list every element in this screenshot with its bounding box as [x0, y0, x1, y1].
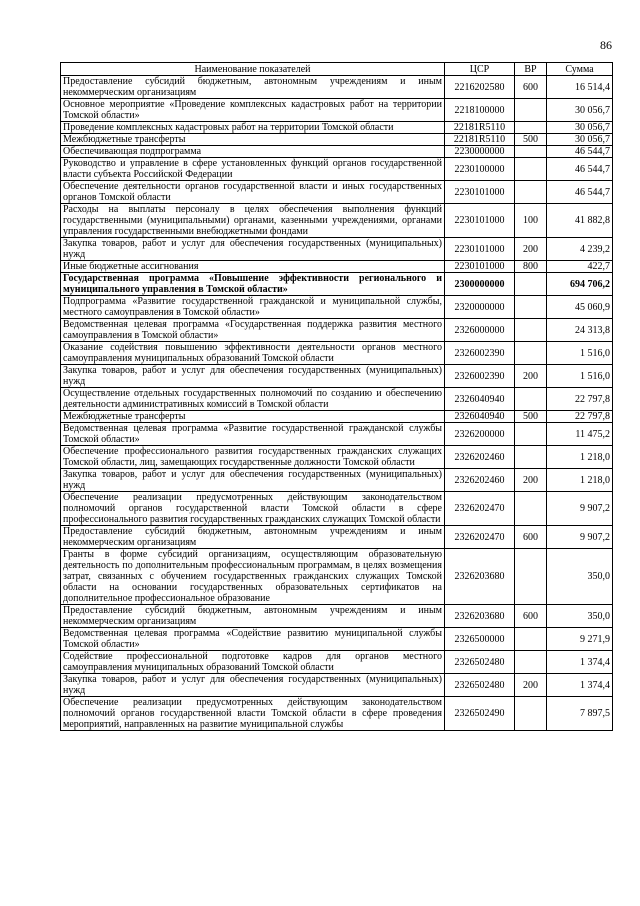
cell-vr: [515, 146, 547, 158]
cell-vr: [515, 181, 547, 204]
cell-sum: 30 056,7: [547, 99, 613, 122]
cell-sum: 9 907,2: [547, 492, 613, 526]
cell-vr: 600: [515, 76, 547, 99]
cell-name: Содействие профессиональной подготовке кадров для органов местного самоуправления муниципальных образований Томской области: [61, 651, 445, 674]
table-row: [61, 296, 613, 319]
cell-vr: [515, 388, 547, 411]
cell-name: Обеспечение деятельности органов государственной власти и иных государственных органов Томской области: [61, 181, 445, 204]
cell-sum: 22 797,8: [547, 388, 613, 411]
header-csr: ЦСР: [445, 63, 515, 76]
cell-vr: 100: [515, 204, 547, 238]
cell-name: Закупка товаров, работ и услуг для обеспечения государственных (муниципальных) нужд: [61, 365, 445, 388]
cell-sum: 46 544,7: [547, 181, 613, 204]
cell-vr: [515, 628, 547, 651]
cell-name: Закупка товаров, работ и услуг для обеспечения государственных (муниципальных) нужд: [61, 469, 445, 492]
cell-sum: 4 239,2: [547, 238, 613, 261]
cell-sum: 41 882,8: [547, 204, 613, 238]
cell-csr: 2230101000: [445, 181, 515, 204]
cell-sum: 1 374,4: [547, 674, 613, 697]
cell-sum: 1 374,4: [547, 651, 613, 674]
cell-sum: 11 475,2: [547, 423, 613, 446]
budget-table: [60, 62, 613, 731]
cell-name: Ведомственная целевая программа «Содействие развитию муниципальной службы Томской области»: [61, 628, 445, 651]
cell-name: Руководство и управление в сфере установленных функций органов государственной власти субъекта Российской Федерации: [61, 158, 445, 181]
cell-sum: 9 271,9: [547, 628, 613, 651]
cell-name: Межбюджетные трансферты: [61, 134, 445, 146]
table-row: [61, 388, 613, 411]
table-row: [61, 342, 613, 365]
cell-name: Обеспечение реализации предусмотренных действующим законодательством полномочий органов государственной власти Томской области в сфере профессионального развития государственных гражданских служащих Томской области: [61, 492, 445, 526]
cell-csr: 2326203680: [445, 549, 515, 605]
cell-csr: 2326202460: [445, 446, 515, 469]
cell-vr: 800: [515, 261, 547, 273]
table-row: [61, 99, 613, 122]
table-row: [61, 526, 613, 549]
cell-name: Подпрограмма «Развитие государственной гражданской и муниципальной службы, местного самоуправления в Томской области»: [61, 296, 445, 319]
cell-csr: 2326002390: [445, 342, 515, 365]
cell-csr: 2326040940: [445, 411, 515, 423]
cell-vr: [515, 492, 547, 526]
cell-csr: 2326502480: [445, 651, 515, 674]
cell-name: Осуществление отдельных государственных полномочий по созданию и обеспечению деятельности административных комиссий в Томской области: [61, 388, 445, 411]
cell-sum: 350,0: [547, 549, 613, 605]
cell-sum: 1 516,0: [547, 342, 613, 365]
page-number: 86: [600, 38, 612, 52]
cell-vr: [515, 446, 547, 469]
cell-name: Расходы на выплаты персоналу в целях обеспечения выполнения функций государственными (муниципальными) органами, казенными учреждениями, органами управления государственными внебюджетными фондами: [61, 204, 445, 238]
cell-csr: 2230100000: [445, 158, 515, 181]
cell-csr: 22181R5110: [445, 134, 515, 146]
table-row: [61, 204, 613, 238]
table-row: [61, 76, 613, 99]
cell-csr: 2326502480: [445, 674, 515, 697]
cell-name: Ведомственная целевая программа «Развитие государственной гражданской службы Томской области»: [61, 423, 445, 446]
cell-vr: [515, 697, 547, 731]
cell-csr: 2326000000: [445, 319, 515, 342]
cell-sum: 46 544,7: [547, 146, 613, 158]
cell-csr: 2230101000: [445, 204, 515, 238]
cell-sum: 9 907,2: [547, 526, 613, 549]
cell-vr: 200: [515, 469, 547, 492]
cell-csr: 2320000000: [445, 296, 515, 319]
cell-sum: 16 514,4: [547, 76, 613, 99]
table-row: [61, 423, 613, 446]
table-row: [61, 158, 613, 181]
cell-csr: 2326040940: [445, 388, 515, 411]
cell-sum: 1 218,0: [547, 469, 613, 492]
cell-sum: 30 056,7: [547, 122, 613, 134]
header-sum: Сумма: [547, 63, 613, 76]
cell-csr: 2326002390: [445, 365, 515, 388]
table-row: [61, 469, 613, 492]
cell-name: Государственная программа «Повышение эффективности регионального и муниципального управления в Томской области»: [61, 273, 445, 296]
table-row: [61, 697, 613, 731]
table-row: [61, 134, 613, 146]
table-row: [61, 319, 613, 342]
cell-csr: 2218100000: [445, 99, 515, 122]
table-row: [61, 146, 613, 158]
cell-csr: 2230000000: [445, 146, 515, 158]
cell-sum: 694 706,2: [547, 273, 613, 296]
cell-csr: 2216202580: [445, 76, 515, 99]
table-row: [61, 273, 613, 296]
cell-name: Гранты в форме субсидий организациям, осуществляющим образовательную деятельность по дополнительным профессиональным программам, в целях возмещения затрат, связанных с обучением государственных гражданских служащих Томской области на основании государственных образовательных сертификатов на дополнительное профессиональное образование: [61, 549, 445, 605]
cell-vr: [515, 651, 547, 674]
cell-sum: 30 056,7: [547, 134, 613, 146]
cell-csr: 2326202470: [445, 492, 515, 526]
cell-name: Обеспечение реализации предусмотренных действующим законодательством полномочий органов государственной власти Томской области в сфере проведения мероприятий, направленных на развитие муниципальной службы: [61, 697, 445, 731]
cell-name: Проведение комплексных кадастровых работ на территории Томской области: [61, 122, 445, 134]
cell-vr: 500: [515, 134, 547, 146]
table-row: [61, 238, 613, 261]
cell-vr: 500: [515, 411, 547, 423]
cell-vr: [515, 423, 547, 446]
cell-vr: [515, 158, 547, 181]
cell-vr: 600: [515, 605, 547, 628]
cell-name: Оказание содействия повышению эффективности деятельности органов местного самоуправления муниципальных образований Томской области: [61, 342, 445, 365]
table-header-row: [61, 63, 613, 76]
cell-csr: 2230101000: [445, 238, 515, 261]
cell-csr: 2326202460: [445, 469, 515, 492]
table-row: [61, 651, 613, 674]
table-row: [61, 674, 613, 697]
table-row: [61, 261, 613, 273]
cell-csr: 2326200000: [445, 423, 515, 446]
table-row: [61, 411, 613, 423]
cell-sum: 46 544,7: [547, 158, 613, 181]
table-row: [61, 122, 613, 134]
header-name: Наименование показателей: [61, 63, 445, 76]
cell-vr: [515, 342, 547, 365]
cell-sum: 22 797,8: [547, 411, 613, 423]
cell-csr: 22181R5110: [445, 122, 515, 134]
cell-name: Предоставление субсидий бюджетным, автономным учреждениям и иным некоммерческим организациям: [61, 605, 445, 628]
cell-csr: 2326500000: [445, 628, 515, 651]
cell-sum: 350,0: [547, 605, 613, 628]
cell-name: Основное мероприятие «Проведение комплексных кадастровых работ на территории Томской области»: [61, 99, 445, 122]
cell-vr: [515, 296, 547, 319]
cell-csr: 2300000000: [445, 273, 515, 296]
header-vr: ВР: [515, 63, 547, 76]
cell-sum: 45 060,9: [547, 296, 613, 319]
table-row: [61, 549, 613, 605]
cell-name: Обеспечивающая подпрограмма: [61, 146, 445, 158]
table-body: [61, 76, 613, 731]
table-row: [61, 605, 613, 628]
cell-name: Иные бюджетные ассигнования: [61, 261, 445, 273]
table-row: [61, 181, 613, 204]
cell-vr: [515, 549, 547, 605]
cell-csr: 2326203680: [445, 605, 515, 628]
cell-vr: [515, 273, 547, 296]
cell-vr: 200: [515, 674, 547, 697]
cell-csr: 2326202470: [445, 526, 515, 549]
cell-name: Предоставление субсидий бюджетным, автономным учреждениям и иным некоммерческим организациям: [61, 76, 445, 99]
table-row: [61, 446, 613, 469]
cell-vr: 200: [515, 365, 547, 388]
cell-vr: [515, 122, 547, 134]
cell-sum: 24 313,8: [547, 319, 613, 342]
cell-name: Ведомственная целевая программа «Государственная поддержка развития местного самоуправления в Томской области»: [61, 319, 445, 342]
cell-vr: 600: [515, 526, 547, 549]
cell-name: Обеспечение профессионального развития государственных гражданских служащих Томской области, лиц, замещающих государственные должности Томской области: [61, 446, 445, 469]
cell-sum: 7 897,5: [547, 697, 613, 731]
cell-sum: 422,7: [547, 261, 613, 273]
cell-csr: 2230101000: [445, 261, 515, 273]
cell-vr: [515, 99, 547, 122]
cell-vr: 200: [515, 238, 547, 261]
table-row: [61, 365, 613, 388]
table-row: [61, 492, 613, 526]
cell-name: Межбюджетные трансферты: [61, 411, 445, 423]
cell-vr: [515, 319, 547, 342]
cell-name: Закупка товаров, работ и услуг для обеспечения государственных (муниципальных) нужд: [61, 238, 445, 261]
cell-csr: 2326502490: [445, 697, 515, 731]
cell-sum: 1 218,0: [547, 446, 613, 469]
table-row: [61, 628, 613, 651]
cell-name: Предоставление субсидий бюджетным, автономным учреждениям и иным некоммерческим организациям: [61, 526, 445, 549]
cell-sum: 1 516,0: [547, 365, 613, 388]
cell-name: Закупка товаров, работ и услуг для обеспечения государственных (муниципальных) нужд: [61, 674, 445, 697]
